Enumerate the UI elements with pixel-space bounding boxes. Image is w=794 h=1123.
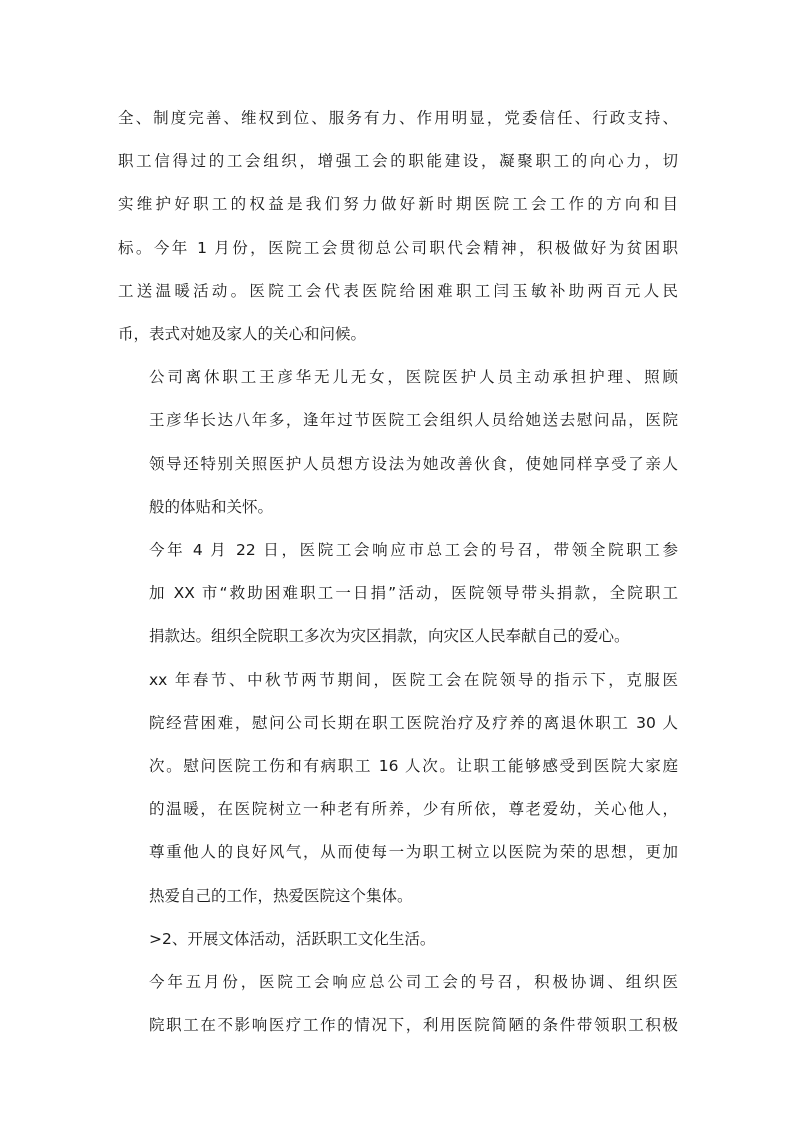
text-line: xx 年春节、中秋节两节期间，医院工会在院领导的指示下，克服医 xyxy=(149,670,678,689)
text-line: 院经营困难，慰问公司长期在职工医院治疗及疗养的离退休职工 30 人 xyxy=(149,713,678,732)
text-line: 般的体贴和关怀。 xyxy=(149,497,274,516)
text-line: 尊重他人的良好风气，从而使每一为职工树立以医院为荣的思想，更加 xyxy=(149,843,678,862)
text-line: 币，表式对她及家人的关心和问候。 xyxy=(118,325,367,344)
paragraph-donation-drive xyxy=(118,529,678,659)
text-line: 实维护好职工的权益是我们努力做好新时期医院工会工作的方向和目 xyxy=(118,195,678,214)
text-line: 的温暖，在医院树立一种老有所养，少有所依，尊老爱幼，关心他人， xyxy=(149,800,678,819)
text-line: >2、开展文体活动，活跃职工文化生活。 xyxy=(149,929,436,948)
text-line: 标。今年 1 月份，医院工会贯彻总公司职代会精神，积极做好为贫困职 xyxy=(118,238,678,257)
text-line: 领导还特别关照医护人员想方设法为她改善伙食，使她同样享受了亲人 xyxy=(149,454,678,473)
section-heading-cultural-activities xyxy=(118,918,678,961)
text-line: 今年 4 月 22 日，医院工会响应市总工会的号召，带领全院职工参 xyxy=(149,541,678,560)
text-line: 加 XX 市“救助困难职工一日捐”活动，医院领导带头捐款，全院职工 xyxy=(149,584,678,603)
paragraph-holiday-visits xyxy=(118,659,678,918)
paragraph-retired-staff-care xyxy=(118,356,678,529)
text-line: 全、制度完善、维权到位、服务有力、作用明显，党委信任、行政支持、 xyxy=(118,109,678,127)
paragraph-union-mission xyxy=(118,97,678,356)
text-line: 王彦华长达八年多，逢年过节医院工会组织人员给她送去慰问品，医院 xyxy=(149,411,678,430)
text-line: 热爱自己的工作，热爱医院这个集体。 xyxy=(149,886,413,905)
text-line: 职工信得过的工会组织，增强工会的职能建设，凝聚职工的向心力，切 xyxy=(118,152,678,171)
text-line: 工送温暖活动。医院工会代表医院给困难职工闫玉敏补助两百元人民 xyxy=(118,281,678,300)
text-line: 院职工在不影响医疗工作的情况下，利用医院简陋的条件带领职工积极 xyxy=(149,1016,678,1035)
paragraph-may-activities xyxy=(118,961,678,1047)
document-body xyxy=(118,97,678,1047)
text-line: 今年五月份，医院工会响应总公司工会的号召，积极协调、组织医 xyxy=(149,973,678,992)
text-line: 捐款达。组织全院职工多次为灾区捐款，向灾区人民奉献自己的爱心。 xyxy=(149,627,630,646)
text-line: 公司离休职工王彦华无儿无女，医院医护人员主动承担护理、照顾 xyxy=(149,368,678,387)
text-line: 次。慰问医院工伤和有病职工 16 人次。让职工能够感受到医院大家庭 xyxy=(149,757,678,776)
